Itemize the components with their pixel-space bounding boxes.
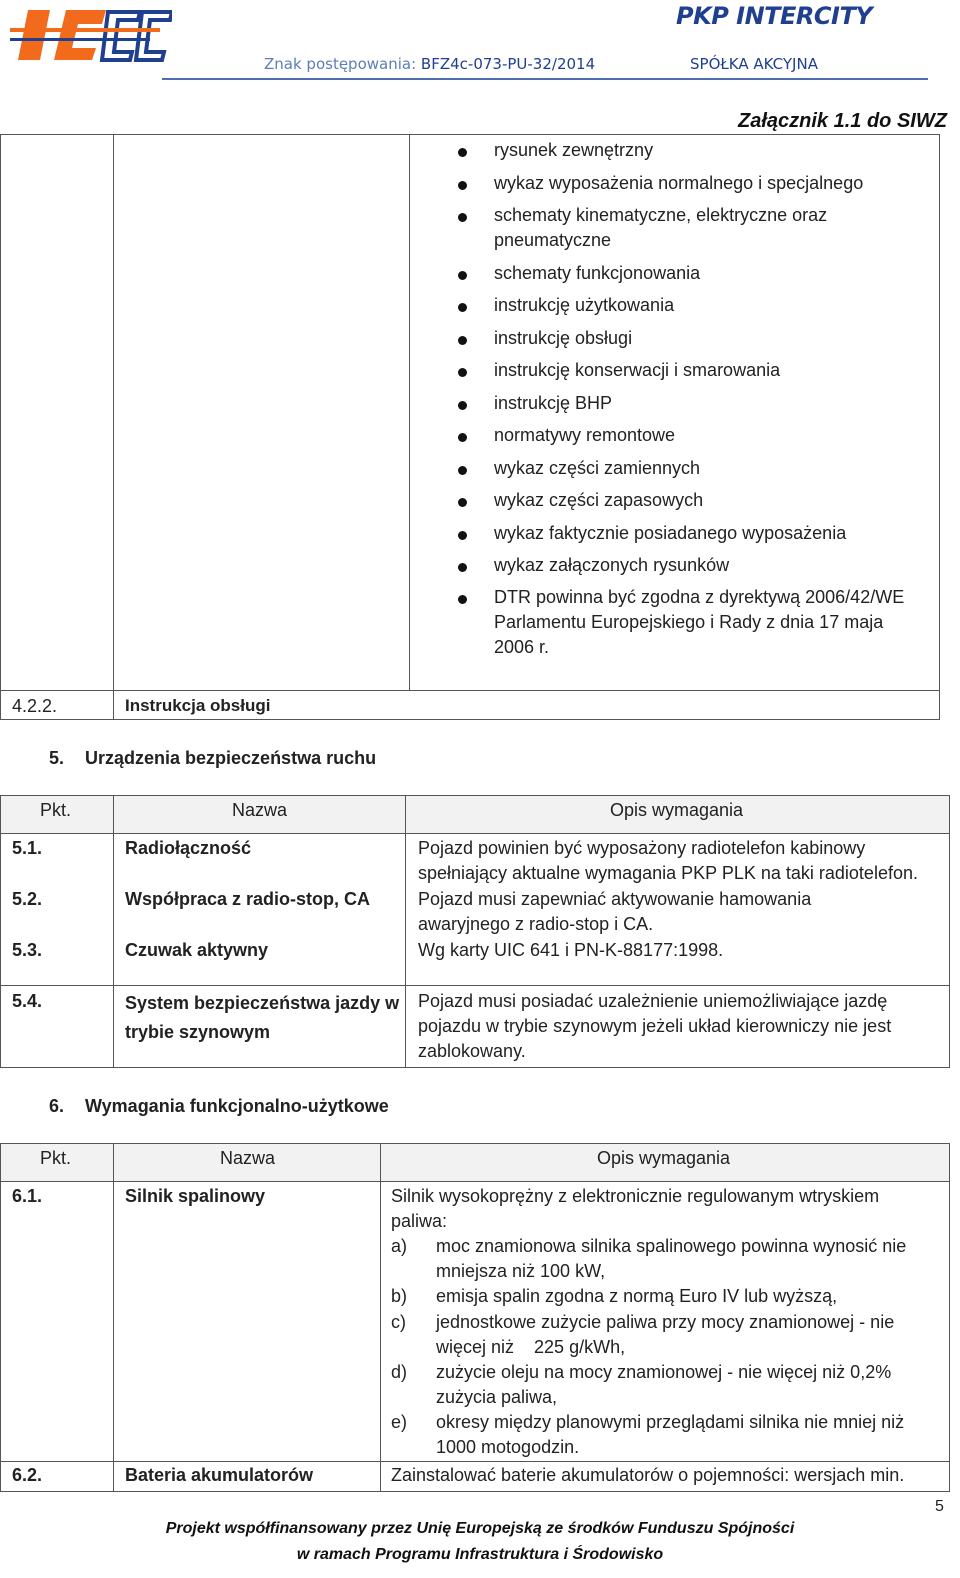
reference-number (264, 55, 595, 73)
table-row-desc: pojazdu w trybie szynowym jeżeli układ kierowniczy nie jest (418, 1016, 892, 1036)
list-item-text: emisja spalin zgodna z normą Euro IV lub wyższą, (436, 1286, 838, 1306)
list-item: normatywy remontowe (456, 423, 934, 448)
list-item-text: jednostkowe zużycie paliwa przy mocy znamionowej - nie (436, 1312, 895, 1332)
table-row-desc: Pojazd powinien być wyposażony radiotelefon kabinowy (418, 838, 866, 858)
list-item: instrukcję obsługi (456, 326, 934, 351)
list-item: DTR powinna być zgodna z dyrektywą 2006/42/WE Parlamentu Europejskiego i Rady z dnia 17 maja 2006 r. (456, 585, 924, 660)
table-row-desc: paliwa: (391, 1211, 448, 1231)
company-type: SPÓŁKA AKCYJNA (690, 55, 818, 73)
list-item: instrukcję użytkowania (456, 293, 934, 318)
table-row-name: System bezpieczeństwa jazdy w (125, 993, 400, 1013)
table-row-num: 6.1. (12, 1186, 43, 1206)
list-letter: c) (391, 1312, 406, 1332)
reference-value: BFZ4c-073-PU-32/2014 (420, 55, 596, 73)
table-row-desc: zablokowany. (418, 1041, 526, 1061)
list-item: instrukcję konserwacji i smarowania (456, 358, 934, 383)
list-item-text: więcej niż 225 g/kWh, (436, 1337, 626, 1357)
list-item-text: zużycie oleju na mocy znamionowej - nie więcej niż 0,2% (436, 1362, 892, 1382)
table-row-desc: Pojazd musi zapewniać aktywowanie hamowania (418, 889, 812, 909)
table-row-num: 5.3. (12, 940, 43, 960)
table-row-name: Silnik spalinowy (125, 1186, 266, 1206)
list-item: rysunek zewnętrzny (456, 138, 934, 163)
section-6-heading: Wymagania funkcjonalno-użytkowe (85, 1096, 389, 1116)
list-letter: e) (391, 1412, 408, 1432)
footer-line-1: Projekt współfinansowany przez Unię Europejską ze środków Funduszu Spójności (165, 1520, 795, 1537)
column-header-name: Nazwa (220, 1148, 276, 1168)
column-header-desc: Opis wymagania (610, 800, 744, 820)
table-row-name: Radiołączność (125, 838, 252, 858)
table-row-desc: Wg karty UIC 641 i PN-K-88177:1998. (418, 940, 724, 960)
table-row-desc: Silnik wysokoprężny z elektronicznie regulowanym wtryskiem (391, 1186, 880, 1206)
annex-label: Załącznik 1.1 do SIWZ (738, 110, 947, 132)
list-item-text: zużycia paliwa, (436, 1387, 558, 1407)
column-header-desc: Opis wymagania (597, 1148, 731, 1168)
table-row-name: Współpraca z radio-stop, CA (125, 889, 371, 909)
table-row-name: Bateria akumulatorów (125, 1465, 314, 1485)
list-item-text: moc znamionowa silnika spalinowego powinna wynosić nie (436, 1236, 907, 1256)
table-row-desc: awaryjnego z radio-stop i CA. (418, 914, 654, 934)
list-item-text: mniejsza niż 100 kW, (436, 1261, 606, 1281)
table-row-num: 5.2. (12, 889, 43, 909)
table-row-num: 5.4. (12, 991, 43, 1011)
list-item: instrukcję BHP (456, 391, 934, 416)
section-5-number: 5. (49, 748, 65, 768)
column-header-pkt: Pkt. (40, 800, 72, 820)
list-item-text: okresy między planowymi przeglądami silnika nie mniej niż (436, 1412, 905, 1432)
row-name: Instrukcja obsługi (125, 696, 271, 715)
table-row-name: Czuwak aktywny (125, 940, 269, 960)
list-item: wykaz faktycznie posiadanego wyposażenia (456, 521, 934, 546)
list-item-text: 1000 motogodzin. (436, 1437, 580, 1457)
table-row-desc: spełniający aktualne wymagania PKP PLK na taki radiotelefon. (418, 863, 918, 883)
table-row-desc: Zainstalować baterie akumulatorów o pojemności: wersjach min. (391, 1465, 905, 1485)
ic-logo (10, 4, 172, 66)
list-letter: a) (391, 1236, 408, 1256)
column-header-name: Nazwa (232, 800, 288, 820)
column-header-pkt: Pkt. (40, 1148, 72, 1168)
section-6-number: 6. (49, 1096, 65, 1116)
page-number: 5 (935, 1498, 944, 1515)
list-item: wykaz załączonych rysunków (456, 553, 934, 578)
list-item: wykaz części zapasowych (456, 488, 934, 513)
section-5-heading: Urządzenia bezpieczeństwa ruchu (85, 748, 377, 768)
header-divider (162, 78, 928, 80)
table-row-num: 5.1. (12, 838, 43, 858)
list-item: wykaz części zamiennych (456, 456, 934, 481)
reference-label: Znak postępowania: (264, 55, 417, 73)
list-item: schematy kinematyczne, elektryczne oraz pneumatyczne (456, 203, 854, 253)
list-item: wykaz wyposażenia normalnego i specjalnego (456, 171, 934, 196)
table-row-desc: Pojazd musi posiadać uzależnienie uniemożliwiające jazdę (418, 991, 888, 1011)
table-row-num: 6.2. (12, 1465, 43, 1485)
footer-line-2: w ramach Programu Infrastruktura i Środowisko (296, 1546, 664, 1563)
table-row-name: trybie szynowym (125, 1022, 271, 1042)
list-item: schematy funkcjonowania (456, 261, 934, 286)
row-number: 4.2.2. (12, 696, 58, 716)
brand-name: PKP INTERCITY (676, 2, 873, 30)
list-letter: d) (391, 1362, 408, 1382)
list-letter: b) (391, 1286, 408, 1306)
